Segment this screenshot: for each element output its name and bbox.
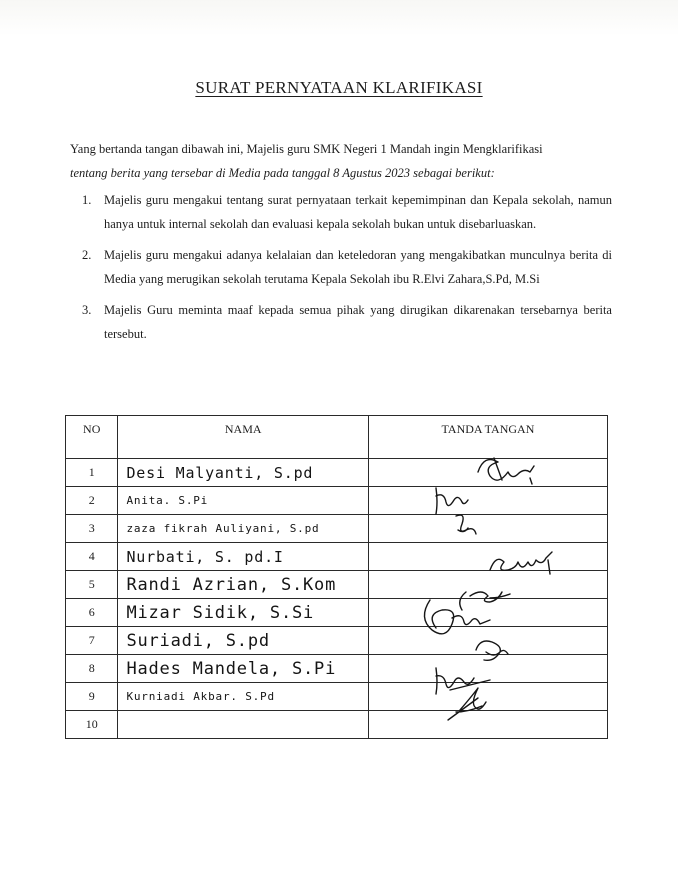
signature-cell [368, 459, 607, 487]
row-number: 10 [66, 711, 118, 739]
table-row [66, 655, 608, 683]
handwritten-name [118, 716, 126, 734]
handwritten-name: Kurniadi Akbar. S.Pd [126, 690, 275, 703]
row-number: 2 [66, 487, 118, 515]
point-text: Majelis guru mengakui adanya kelalaian dan keteledoran yang mengakibatkan munculnya berita di Media yang merugikan sekolah terutama Kepala Sekolah ibu R.Elvi Zahara,S.Pd, M.Si [104, 248, 612, 286]
signature-cell [368, 543, 607, 571]
row-number: 5 [66, 571, 118, 599]
point-number: 1. [82, 193, 92, 207]
point-item [82, 243, 612, 291]
handwritten-name: Desi Malyanti, S.pd [126, 463, 314, 482]
handwritten-name: Suriadi, S.pd [126, 630, 270, 651]
row-number: 6 [66, 599, 118, 627]
table-row [66, 487, 608, 515]
signature-table [65, 415, 608, 739]
table-header-row [66, 416, 608, 459]
document-title: SURAT PERNYATAAN KLARIFIKASI [195, 78, 483, 97]
row-number: 9 [66, 683, 118, 711]
handwritten-name: Nurbati, S. pd.I [126, 547, 284, 566]
signature-cell [368, 571, 607, 599]
handwritten-name: Anita. S.Pi [126, 494, 209, 507]
intro-paragraph [70, 137, 615, 185]
row-number: 3 [66, 515, 118, 543]
row-number: 8 [66, 655, 118, 683]
table-row [66, 543, 608, 571]
row-number: 7 [66, 627, 118, 655]
header-name: NAMA [118, 416, 368, 459]
signature-cell [368, 683, 607, 711]
signature-cell [368, 627, 607, 655]
intro-line-2: tentang berita yang tersebar di Media pada tanggal 8 Agustus 2023 sebagai berikut: [70, 166, 495, 180]
signature-cell [368, 655, 607, 683]
header-no: NO [66, 416, 118, 459]
row-number: 1 [66, 459, 118, 487]
signature-cell [368, 515, 607, 543]
table-row [66, 627, 608, 655]
point-number: 2. [82, 248, 92, 262]
table-row [66, 711, 608, 739]
table-row [66, 599, 608, 627]
point-number: 3. [82, 303, 92, 317]
point-text: Majelis Guru meminta maaf kepada semua pihak yang dirugikan dikarenakan tersebarnya berita tersebut. [104, 303, 612, 341]
table-row [66, 515, 608, 543]
signature-cell [368, 711, 607, 739]
clarification-points [82, 188, 612, 353]
table-row [66, 571, 608, 599]
signature-cell [368, 487, 607, 515]
handwritten-name: Mizar Sidik, S.Si [126, 602, 315, 623]
table-row [66, 683, 608, 711]
intro-line-1: Yang bertanda tangan dibawah ini, Majelis guru SMK Negeri 1 Mandah ingin Mengklarifikasi [70, 142, 543, 156]
signature-cell [368, 599, 607, 627]
handwritten-name: zaza fikrah Auliyani, S.pd [126, 522, 320, 535]
row-number: 4 [66, 543, 118, 571]
header-signature: TANDA TANGAN [368, 416, 607, 459]
point-item [82, 298, 612, 346]
table-row [66, 459, 608, 487]
point-item [82, 188, 612, 236]
handwritten-name: Randi Azrian, S.Kom [126, 574, 337, 595]
point-text: Majelis guru mengakui tentang surat pernyataan terkait kepemimpinan dan Kepala sekolah, namun hanya untuk internal sekolah dan evaluasi kepala sekolah bukan untuk disebarluaskan. [104, 193, 612, 231]
handwritten-name: Hades Mandela, S.Pi [126, 658, 337, 679]
